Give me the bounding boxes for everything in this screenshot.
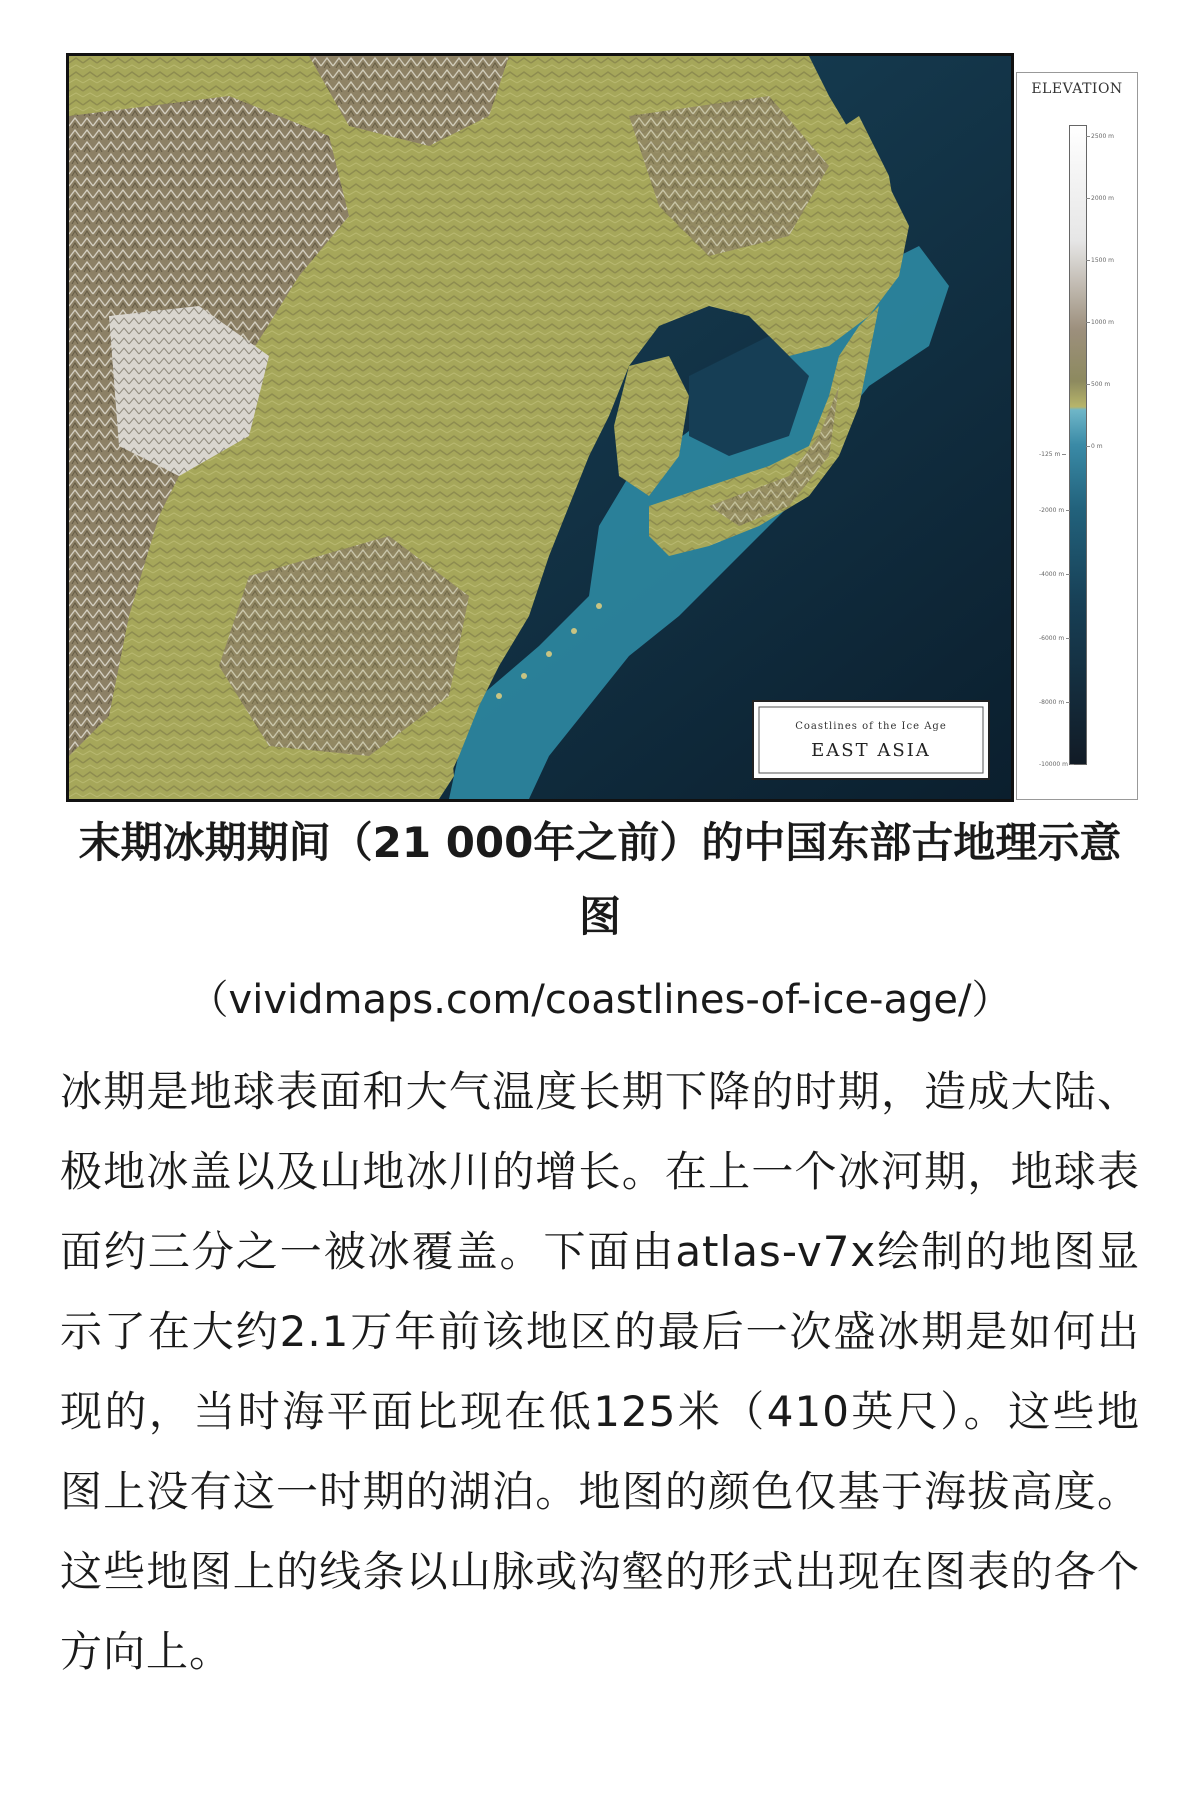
legend-title: ELEVATION (1031, 81, 1123, 97)
map-illustration (69, 56, 1011, 799)
legend-tick: 2000 m (1091, 195, 1115, 202)
ice-age-map (66, 53, 1014, 802)
legend-tick: 2500 m (1091, 133, 1115, 140)
legend-tick: -8000 m (1039, 699, 1065, 706)
map-title-small: Coastlines of the Ice Age (795, 721, 947, 732)
legend-tick: -2000 m (1039, 507, 1065, 514)
legend-tick: -10000 m (1039, 761, 1069, 768)
article-paragraph: 冰期是地球表面和大气温度长期下降的时期，造成大陆、极地冰盖以及山地冰川的增长。在上一个冰河期，地球表面约三分之一被冰覆盖。下面由atlas-v7x绘制的地图显示了在大约2.1万年前该地区的最后一次盛冰期是如何出现的，当时海平面比现在低125米（410英尺）。这些地图上没有这一时期的湖泊。地图的颜色仅基于海拔高度。这些地图上的线条以山脉或沟壑的形式出现在图表的各个方向上。 (60, 1067, 1140, 1676)
legend-tick: -6000 m (1039, 635, 1065, 642)
legend-tick: -4000 m (1039, 571, 1065, 578)
figure-caption: 末期冰期期间（21 000年之前）的中国东部古地理示意图 (78, 818, 1122, 941)
elevation-legend (1016, 72, 1138, 800)
legend-tick: 0 m (1091, 443, 1103, 450)
legend-tick: -125 m (1039, 451, 1061, 458)
legend-tick: 500 m (1091, 381, 1111, 388)
map-title-main: EAST ASIA (811, 740, 931, 761)
legend-tick: 1000 m (1091, 319, 1115, 326)
legend-color-bar (1069, 125, 1087, 765)
legend-tick: 1500 m (1091, 257, 1115, 264)
figure-source: （vividmaps.com/coastlines-of-ice-age/） (188, 977, 1012, 1023)
